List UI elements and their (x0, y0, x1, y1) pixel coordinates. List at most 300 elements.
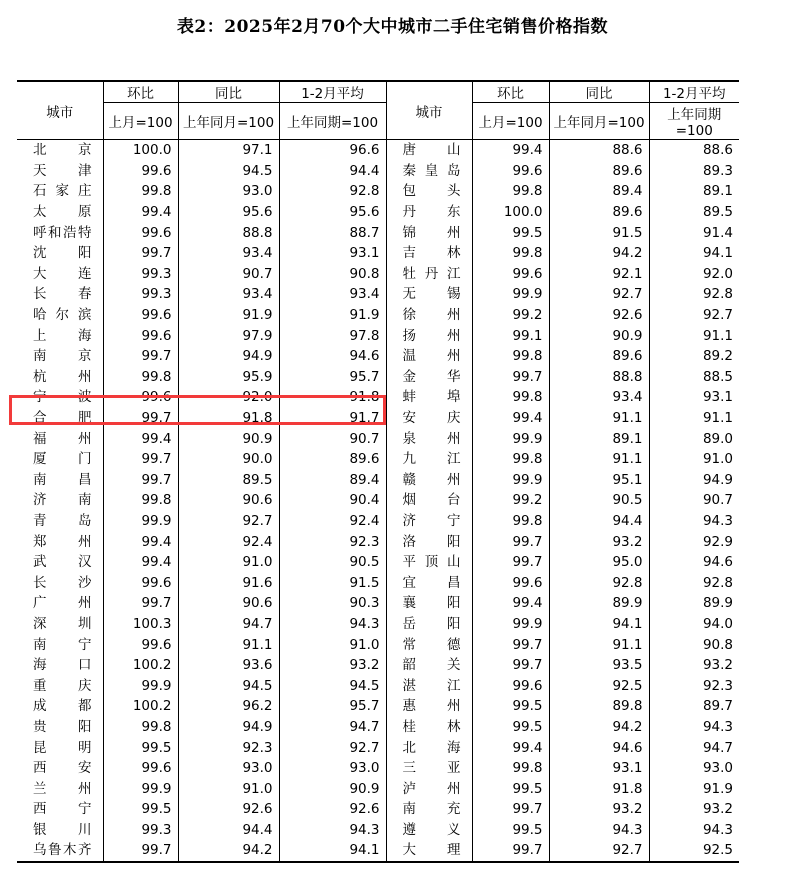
left-tongbi-cell: 91.8 (178, 408, 279, 429)
left-huanbi-cell: 99.8 (103, 490, 178, 511)
header-huanbi-base: 上月=100 (103, 103, 178, 140)
left-avg-cell: 90.3 (279, 593, 386, 614)
right-tongbi-cell: 94.1 (549, 614, 649, 635)
left-city-cell: 沈阳 (17, 243, 103, 264)
left-tongbi-cell: 95.6 (178, 202, 279, 223)
right-tongbi-cell: 91.5 (549, 222, 649, 243)
right-city-cell: 洛阳 (386, 531, 472, 552)
left-avg-cell: 94.5 (279, 675, 386, 696)
left-city-cell: 长沙 (17, 572, 103, 593)
left-avg-cell: 92.8 (279, 181, 386, 202)
right-avg-cell: 94.7 (702, 739, 733, 756)
header-avg: 1-2月平均 (279, 81, 386, 103)
right-huanbi-cell: 99.4 (472, 140, 549, 161)
right-huanbi-cell: 99.8 (472, 387, 549, 408)
right-avg-cell: 91.1 (702, 327, 733, 344)
header-huanbi-base-right: 上月=100 (472, 103, 549, 140)
right-huanbi-cell: 99.8 (472, 449, 549, 470)
left-huanbi-cell: 99.6 (103, 634, 178, 655)
right-huanbi-cell: 99.5 (472, 696, 549, 717)
right-huanbi-cell: 99.8 (472, 346, 549, 367)
right-huanbi-cell: 100.0 (472, 202, 549, 223)
left-city-cell: 广州 (17, 593, 103, 614)
left-city-cell: 济南 (17, 490, 103, 511)
left-city-cell: 呼和浩特 (17, 222, 103, 243)
left-tongbi-cell: 92.0 (178, 387, 279, 408)
table-row (17, 325, 739, 346)
left-city-cell: 海口 (17, 655, 103, 676)
left-city-cell: 北京 (17, 140, 103, 161)
left-huanbi-cell: 99.4 (103, 428, 178, 449)
right-tongbi-cell: 89.1 (549, 428, 649, 449)
right-city-cell: 安庆 (386, 408, 472, 429)
right-city-cell: 南充 (386, 799, 472, 820)
left-city-cell: 合肥 (17, 408, 103, 429)
left-city-cell: 南昌 (17, 470, 103, 491)
left-tongbi-cell: 90.6 (178, 490, 279, 511)
table-row (17, 511, 739, 532)
left-tongbi-cell: 91.0 (178, 552, 279, 573)
left-tongbi-cell: 95.9 (178, 367, 279, 388)
right-huanbi-cell: 99.7 (472, 655, 549, 676)
right-city-cell: 韶关 (386, 655, 472, 676)
right-huanbi-cell: 99.7 (472, 531, 549, 552)
right-avg-cell: 93.2 (702, 801, 733, 818)
table-row (17, 161, 739, 182)
left-huanbi-cell: 99.4 (103, 202, 178, 223)
right-avg-cell: 94.0 (702, 615, 733, 632)
right-tongbi-cell: 92.5 (549, 675, 649, 696)
left-avg-cell: 95.6 (279, 202, 386, 223)
header-tongbi-right: 同比 (549, 81, 649, 103)
right-avg-cell: 92.7 (702, 307, 733, 324)
right-city-cell: 惠州 (386, 696, 472, 717)
right-tongbi-cell: 94.4 (549, 511, 649, 532)
right-huanbi-cell: 99.8 (472, 181, 549, 202)
left-huanbi-cell: 99.6 (103, 305, 178, 326)
left-city-cell: 昆明 (17, 737, 103, 758)
right-tongbi-cell: 89.9 (549, 593, 649, 614)
left-tongbi-cell: 92.6 (178, 799, 279, 820)
right-huanbi-cell: 99.8 (472, 511, 549, 532)
left-avg-cell: 91.8 (279, 387, 386, 408)
table-row (17, 614, 739, 635)
left-huanbi-cell: 99.5 (103, 799, 178, 820)
left-tongbi-cell: 91.1 (178, 634, 279, 655)
left-avg-cell: 93.4 (279, 284, 386, 305)
left-city-cell: 宁波 (17, 387, 103, 408)
table-row (17, 531, 739, 552)
right-huanbi-cell: 99.6 (472, 264, 549, 285)
right-avg-cell: 89.9 (702, 595, 733, 612)
right-tongbi-cell: 93.2 (549, 799, 649, 820)
right-city-cell: 扬州 (386, 325, 472, 346)
left-huanbi-cell: 99.9 (103, 675, 178, 696)
right-tongbi-cell: 95.1 (549, 470, 649, 491)
left-huanbi-cell: 100.2 (103, 696, 178, 717)
right-avg-cell: 90.8 (702, 636, 733, 653)
right-city-cell: 三亚 (386, 758, 472, 779)
table-row (17, 346, 739, 367)
left-tongbi-cell: 92.4 (178, 531, 279, 552)
right-huanbi-cell: 99.7 (472, 799, 549, 820)
right-tongbi-cell: 91.1 (549, 449, 649, 470)
left-tongbi-cell: 97.1 (178, 140, 279, 161)
right-tongbi-cell: 93.4 (549, 387, 649, 408)
left-huanbi-cell: 99.7 (103, 593, 178, 614)
table-row (17, 387, 739, 408)
right-tongbi-cell: 90.5 (549, 490, 649, 511)
right-tongbi-cell: 94.2 (549, 243, 649, 264)
left-huanbi-cell: 99.6 (103, 325, 178, 346)
header-tongbi-base: 上年同月=100 (178, 103, 279, 140)
table-row (17, 655, 739, 676)
right-avg-cell: 92.8 (702, 574, 733, 591)
right-avg-cell: 89.1 (702, 183, 733, 200)
left-huanbi-cell: 99.4 (103, 531, 178, 552)
left-avg-cell: 96.6 (279, 140, 386, 161)
table-row (17, 778, 739, 799)
right-avg-cell: 94.3 (702, 718, 733, 735)
right-avg-cell: 89.0 (702, 430, 733, 447)
left-city-cell: 福州 (17, 428, 103, 449)
right-city-cell: 无锡 (386, 284, 472, 305)
left-tongbi-cell: 93.4 (178, 243, 279, 264)
table-body (17, 140, 739, 862)
table-row (17, 696, 739, 717)
page-title: 表2：2025年2月70个大中城市二手住宅销售价格指数 (176, 17, 609, 37)
right-city-cell: 宜昌 (386, 572, 472, 593)
right-city-cell: 大理 (386, 840, 472, 862)
left-avg-cell: 91.5 (279, 572, 386, 593)
right-huanbi-cell: 99.7 (472, 367, 549, 388)
left-city-cell: 重庆 (17, 675, 103, 696)
left-avg-cell: 97.8 (279, 325, 386, 346)
right-city-cell: 温州 (386, 346, 472, 367)
table-row (17, 840, 739, 862)
right-huanbi-cell: 99.8 (472, 758, 549, 779)
right-city-cell: 丹东 (386, 202, 472, 223)
left-huanbi-cell: 99.6 (103, 758, 178, 779)
left-avg-cell: 94.1 (279, 840, 386, 862)
right-city-cell: 桂林 (386, 717, 472, 738)
left-avg-cell: 93.2 (279, 655, 386, 676)
left-tongbi-cell: 94.9 (178, 346, 279, 367)
right-huanbi-cell: 99.5 (472, 717, 549, 738)
right-avg-cell: 88.6 (702, 142, 733, 159)
left-avg-cell: 89.6 (279, 449, 386, 470)
left-avg-cell: 92.6 (279, 799, 386, 820)
left-huanbi-cell: 99.3 (103, 820, 178, 841)
left-avg-cell: 90.5 (279, 552, 386, 573)
left-tongbi-cell: 94.7 (178, 614, 279, 635)
left-tongbi-cell: 90.6 (178, 593, 279, 614)
left-avg-cell: 94.4 (279, 161, 386, 182)
right-avg-cell: 93.2 (702, 657, 733, 674)
right-tongbi-cell: 88.8 (549, 367, 649, 388)
left-city-cell: 乌鲁木齐 (17, 840, 103, 862)
right-tongbi-cell: 89.6 (549, 202, 649, 223)
right-avg-cell: 89.5 (702, 204, 733, 221)
right-city-cell: 徐州 (386, 305, 472, 326)
right-avg-cell: 91.9 (702, 780, 733, 797)
right-huanbi-cell: 99.7 (472, 840, 549, 862)
left-huanbi-cell: 100.2 (103, 655, 178, 676)
header-avg-base: 上年同期=100 (279, 103, 386, 140)
left-huanbi-cell: 99.9 (103, 778, 178, 799)
right-tongbi-cell: 92.6 (549, 305, 649, 326)
right-city-cell: 襄阳 (386, 593, 472, 614)
right-tongbi-cell: 94.6 (549, 737, 649, 758)
table-row (17, 737, 739, 758)
left-city-cell: 武汉 (17, 552, 103, 573)
right-avg-cell: 89.3 (702, 162, 733, 179)
right-avg-cell: 91.1 (702, 410, 733, 427)
left-tongbi-cell: 93.0 (178, 758, 279, 779)
left-city-cell: 贵阳 (17, 717, 103, 738)
left-huanbi-cell: 99.7 (103, 840, 178, 862)
left-tongbi-cell: 93.4 (178, 284, 279, 305)
left-huanbi-cell: 99.3 (103, 284, 178, 305)
table-row (17, 552, 739, 573)
table-row (17, 490, 739, 511)
left-city-cell: 兰州 (17, 778, 103, 799)
left-city-cell: 南京 (17, 346, 103, 367)
right-avg-cell: 91.4 (702, 224, 733, 241)
right-city-cell: 常德 (386, 634, 472, 655)
left-avg-cell: 88.7 (279, 222, 386, 243)
left-city-cell: 长春 (17, 284, 103, 305)
price-index-table (17, 80, 739, 863)
right-tongbi-cell: 92.7 (549, 284, 649, 305)
right-city-cell: 秦皇岛 (386, 161, 472, 182)
left-tongbi-cell: 91.0 (178, 778, 279, 799)
table-row (17, 202, 739, 223)
table-row (17, 572, 739, 593)
table-row (17, 758, 739, 779)
table-row (17, 820, 739, 841)
right-city-cell: 平顶山 (386, 552, 472, 573)
left-huanbi-cell: 99.5 (103, 737, 178, 758)
left-avg-cell: 92.7 (279, 737, 386, 758)
left-tongbi-cell: 93.0 (178, 181, 279, 202)
right-tongbi-cell: 93.1 (549, 758, 649, 779)
left-tongbi-cell: 94.5 (178, 675, 279, 696)
left-city-cell: 上海 (17, 325, 103, 346)
right-avg-cell: 92.5 (649, 840, 739, 862)
right-city-cell: 泸州 (386, 778, 472, 799)
right-avg-cell: 89.7 (702, 698, 733, 715)
header-city-right: 城市 (386, 81, 472, 140)
table-row (17, 140, 739, 161)
left-avg-cell: 95.7 (279, 367, 386, 388)
header-city: 城市 (17, 81, 103, 140)
right-city-cell: 遵义 (386, 820, 472, 841)
right-city-cell: 烟台 (386, 490, 472, 511)
left-huanbi-cell: 99.7 (103, 346, 178, 367)
left-city-cell: 天津 (17, 161, 103, 182)
right-tongbi-cell: 93.2 (549, 531, 649, 552)
table-row (17, 470, 739, 491)
right-huanbi-cell: 99.2 (472, 305, 549, 326)
left-avg-cell: 90.9 (279, 778, 386, 799)
right-tongbi-cell: 92.1 (549, 264, 649, 285)
right-tongbi-cell: 95.0 (549, 552, 649, 573)
right-huanbi-cell: 99.4 (472, 593, 549, 614)
left-tongbi-cell: 90.0 (178, 449, 279, 470)
right-huanbi-cell: 99.5 (472, 820, 549, 841)
right-tongbi-cell: 90.9 (549, 325, 649, 346)
table-row (17, 408, 739, 429)
left-city-cell: 银川 (17, 820, 103, 841)
right-avg-cell: 94.1 (702, 245, 733, 262)
right-city-cell: 吉林 (386, 243, 472, 264)
left-avg-cell: 90.7 (279, 428, 386, 449)
right-huanbi-cell: 99.7 (472, 634, 549, 655)
right-city-cell: 牡丹江 (386, 264, 472, 285)
right-tongbi-cell: 89.8 (549, 696, 649, 717)
right-huanbi-cell: 99.5 (472, 778, 549, 799)
header-tongbi: 同比 (178, 81, 279, 103)
left-avg-cell: 92.3 (279, 531, 386, 552)
right-avg-cell: 90.7 (702, 492, 733, 509)
table-row (17, 428, 739, 449)
left-tongbi-cell: 96.2 (178, 696, 279, 717)
right-city-cell: 北海 (386, 737, 472, 758)
right-avg-cell: 88.5 (702, 368, 733, 385)
right-city-cell: 九江 (386, 449, 472, 470)
table-row (17, 449, 739, 470)
left-city-cell: 厦门 (17, 449, 103, 470)
header-avg-base-right: 上年同期=100 (649, 103, 739, 140)
right-avg-cell: 92.3 (702, 677, 733, 694)
right-huanbi-cell: 99.5 (472, 222, 549, 243)
right-avg-cell: 89.2 (702, 348, 733, 365)
right-city-cell: 济宁 (386, 511, 472, 532)
right-tongbi-cell: 92.7 (549, 840, 649, 862)
left-tongbi-cell: 89.5 (178, 470, 279, 491)
left-city-cell: 西安 (17, 758, 103, 779)
right-avg-cell: 93.1 (702, 389, 733, 406)
left-huanbi-cell: 99.8 (103, 717, 178, 738)
header-avg-right: 1-2月平均 (649, 81, 739, 103)
right-huanbi-cell: 99.9 (472, 470, 549, 491)
right-huanbi-cell: 99.4 (472, 408, 549, 429)
left-huanbi-cell: 100.0 (103, 140, 178, 161)
right-avg-cell: 94.6 (702, 554, 733, 571)
table-row (17, 675, 739, 696)
table-row (17, 634, 739, 655)
left-huanbi-cell: 99.6 (103, 222, 178, 243)
right-avg-cell: 94.3 (702, 821, 733, 838)
right-tongbi-cell: 91.8 (549, 778, 649, 799)
left-city-cell: 杭州 (17, 367, 103, 388)
right-avg-cell: 91.0 (702, 451, 733, 468)
right-huanbi-cell: 99.8 (472, 243, 549, 264)
right-huanbi-cell: 99.9 (472, 428, 549, 449)
right-tongbi-cell: 91.1 (549, 408, 649, 429)
left-tongbi-cell: 92.3 (178, 737, 279, 758)
left-tongbi-cell: 91.6 (178, 572, 279, 593)
left-city-cell: 南宁 (17, 634, 103, 655)
left-huanbi-cell: 99.9 (103, 511, 178, 532)
right-avg-cell: 94.9 (702, 471, 733, 488)
right-tongbi-cell: 89.4 (549, 181, 649, 202)
right-avg-cell: 92.0 (702, 265, 733, 282)
left-city-cell: 大连 (17, 264, 103, 285)
left-huanbi-cell: 99.6 (103, 387, 178, 408)
right-huanbi-cell: 99.2 (472, 490, 549, 511)
left-avg-cell: 90.4 (279, 490, 386, 511)
left-tongbi-cell: 88.8 (178, 222, 279, 243)
right-city-cell: 包头 (386, 181, 472, 202)
left-avg-cell: 91.0 (279, 634, 386, 655)
left-huanbi-cell: 99.7 (103, 243, 178, 264)
table-row (17, 222, 739, 243)
table-row (17, 264, 739, 285)
left-avg-cell: 94.3 (279, 614, 386, 635)
header-huanbi-right: 环比 (472, 81, 549, 103)
left-avg-cell: 94.7 (279, 717, 386, 738)
left-tongbi-cell: 97.9 (178, 325, 279, 346)
left-city-cell: 西宁 (17, 799, 103, 820)
left-avg-cell: 94.6 (279, 346, 386, 367)
left-city-cell: 深圳 (17, 614, 103, 635)
table-row (17, 367, 739, 388)
left-avg-cell: 90.8 (279, 264, 386, 285)
left-huanbi-cell: 99.7 (103, 408, 178, 429)
left-huanbi-cell: 99.6 (103, 572, 178, 593)
table-row (17, 305, 739, 326)
left-huanbi-cell: 99.7 (103, 449, 178, 470)
left-city-cell: 郑州 (17, 531, 103, 552)
left-avg-cell: 95.7 (279, 696, 386, 717)
left-city-cell: 青岛 (17, 511, 103, 532)
left-city-cell: 哈尔滨 (17, 305, 103, 326)
right-tongbi-cell: 92.8 (549, 572, 649, 593)
table-row (17, 284, 739, 305)
right-avg-cell: 94.3 (702, 512, 733, 529)
right-city-cell: 唐山 (386, 140, 472, 161)
right-avg-cell: 92.8 (702, 286, 733, 303)
left-avg-cell: 93.1 (279, 243, 386, 264)
left-tongbi-cell: 94.2 (178, 840, 279, 862)
right-tongbi-cell: 94.2 (549, 717, 649, 738)
left-huanbi-cell: 100.3 (103, 614, 178, 635)
right-huanbi-cell: 99.6 (472, 572, 549, 593)
left-avg-cell: 89.4 (279, 470, 386, 491)
right-huanbi-cell: 99.9 (472, 284, 549, 305)
left-avg-cell: 94.3 (279, 820, 386, 841)
left-city-cell: 石家庄 (17, 181, 103, 202)
right-city-cell: 蚌埠 (386, 387, 472, 408)
right-city-cell: 岳阳 (386, 614, 472, 635)
right-huanbi-cell: 99.6 (472, 161, 549, 182)
right-avg-cell: 92.9 (702, 533, 733, 550)
left-city-cell: 太原 (17, 202, 103, 223)
left-tongbi-cell: 91.9 (178, 305, 279, 326)
table-row (17, 799, 739, 820)
left-avg-cell: 93.0 (279, 758, 386, 779)
left-huanbi-cell: 99.4 (103, 552, 178, 573)
right-huanbi-cell: 99.4 (472, 737, 549, 758)
left-huanbi-cell: 99.8 (103, 367, 178, 388)
left-tongbi-cell: 94.4 (178, 820, 279, 841)
right-tongbi-cell: 89.6 (549, 346, 649, 367)
right-tongbi-cell: 93.5 (549, 655, 649, 676)
left-avg-cell: 91.7 (279, 408, 386, 429)
table-row (17, 717, 739, 738)
